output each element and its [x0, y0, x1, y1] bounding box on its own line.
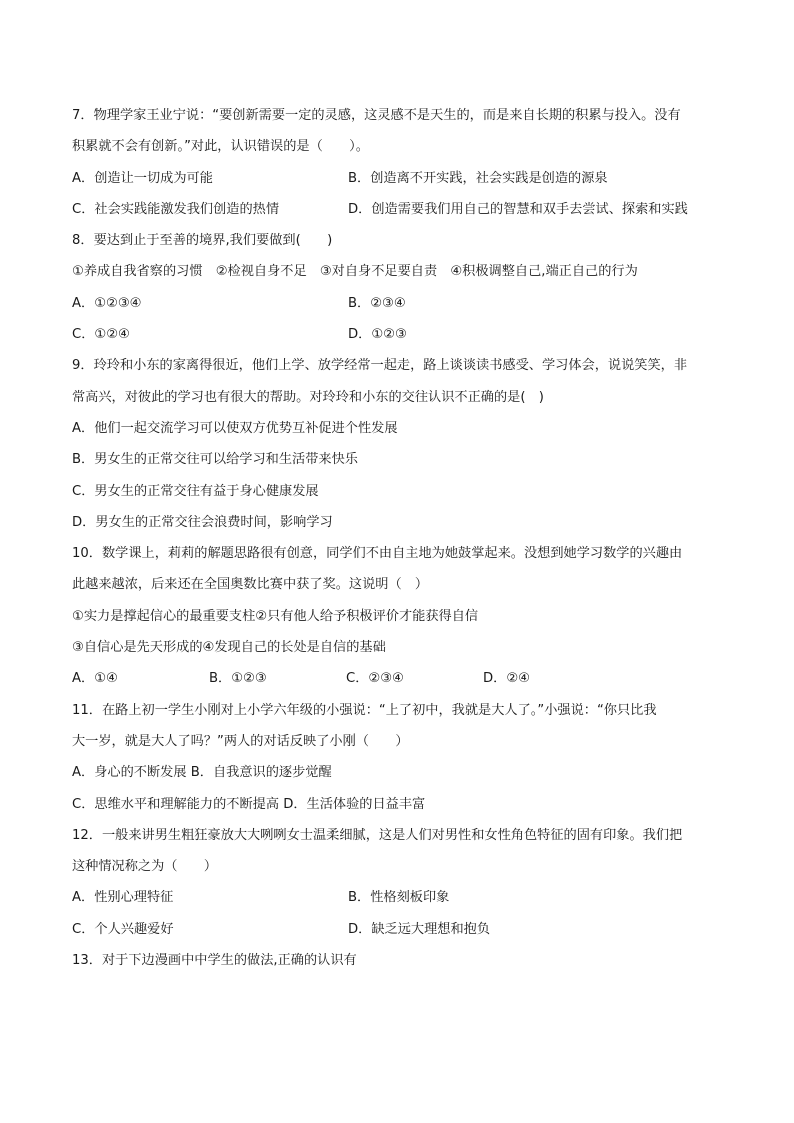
q7-options-row1: [72, 163, 724, 194]
q12-stem-line2: 这种情况称之为（ ）: [72, 859, 218, 875]
q10-option-a: A．①④: [72, 671, 118, 687]
q11-options-ab: A．身心的不断发展 B．自我意识的逐步觉醒: [72, 765, 332, 781]
q8-items: ①养成自我省察的习惯 ②检视自身不足 ③对自身不足要自责 ④积极调整自己,端正自己的行为: [72, 264, 638, 280]
q7-option-a: A．创造让一切成为可能: [72, 170, 213, 186]
q12-option-d: D．缺乏远大理想和抱负: [348, 921, 491, 937]
q10-options-row: [72, 663, 724, 694]
q12-option-c: C．个人兴趣爱好: [72, 921, 174, 937]
q9-stem-line1: 9．玲玲和小东的家离得很近，他们上学、放学经常一起走，路上谈谈读书感受、学习体会，说说笑笑，非: [72, 358, 688, 374]
q8-options-row2: [72, 319, 724, 350]
q9-option-a: A．他们一起交流学习可以使双方优势互补促进个性发展: [72, 420, 398, 436]
q8-stem-line1: 8．要达到止于至善的境界,我们要做到( ): [72, 233, 333, 249]
q8-option-a: A．①②③④: [72, 295, 142, 311]
q10-option-d: D．②④: [483, 671, 530, 687]
q8-option-b: B．②③④: [348, 295, 406, 311]
q12-stem-line1: 12．一般来讲男生粗狂豪放大大咧咧女士温柔细腻，这是人们对男性和女性角色特征的固有印象。我们把: [72, 827, 683, 843]
exam-page: [72, 100, 724, 976]
q7-option-b: B．创造离不开实践，社会实践是创造的源泉: [348, 170, 608, 186]
q12-option-b: B．性格刻板印象: [348, 890, 450, 906]
q7-option-c: C．社会实践能激发我们创造的热情: [72, 201, 280, 217]
q11-options-cd: C．思维水平和理解能力的不断提高 D．生活体验的日益丰富: [72, 796, 426, 812]
q12-options-row1: [72, 882, 724, 913]
q11-stem-line2: 大一岁，就是大人了吗？”两人的对话反映了小刚（ ）: [72, 733, 409, 749]
q10-items-line2: ③自信心是先天形成的④发现自己的长处是自信的基础: [72, 640, 386, 656]
q8-option-c: C．①②④: [72, 327, 130, 343]
q9-option-d: D．男女生的正常交往会浪费时间，影响学习: [72, 514, 333, 530]
q12-options-row2: [72, 914, 724, 945]
q7-stem-line1: 7．物理学家王业宁说：“要创新需要一定的灵感，这灵感不是天生的，而是来自长期的积累与投入。没有: [72, 108, 681, 123]
q13-stem-line1: 13．对于下边漫画中中学生的做法,正确的认识有: [72, 953, 357, 969]
q10-option-b: B．①②③: [209, 671, 267, 687]
q7-options-row2: [72, 194, 724, 225]
q7-stem-line2: 积累就不会有创新。”对此，认识错误的是（ ）。: [72, 139, 369, 155]
q9-option-c: C．男女生的正常交往有益于身心健康发展: [72, 483, 319, 499]
q9-stem-line2: 常高兴，对彼此的学习也有很大的帮助。对玲玲和小东的交往认识不正确的是( ): [72, 389, 544, 405]
q10-stem-line2: 此越来越浓，后来还在全国奥数比赛中获了奖。这说明（ ）: [72, 577, 429, 593]
q9-option-b: B．男女生的正常交往可以给学习和生活带来快乐: [72, 452, 358, 468]
q10-items-line1: ①实力是撑起信心的最重要支柱②只有他人给予积极评价才能获得自信: [72, 608, 479, 624]
q8-option-d: D．①②③: [348, 327, 407, 343]
q11-stem-line1: 11．在路上初一学生小刚对上小学六年级的小强说：“上了初中，我就是大人了。”小强说：“你只比我: [72, 702, 657, 718]
q10-stem-line1: 10．数学课上，莉莉的解题思路很有创意，同学们不由自主地为她鼓掌起来。没想到她学习数学的兴趣由: [72, 546, 683, 562]
q7-option-d: D．创造需要我们用自己的智慧和双手去尝试、探索和实践: [348, 201, 688, 217]
q12-option-a: A．性别心理特征: [72, 890, 174, 906]
q8-options-row1: [72, 288, 724, 319]
q10-option-c: C．②③④: [346, 671, 404, 687]
